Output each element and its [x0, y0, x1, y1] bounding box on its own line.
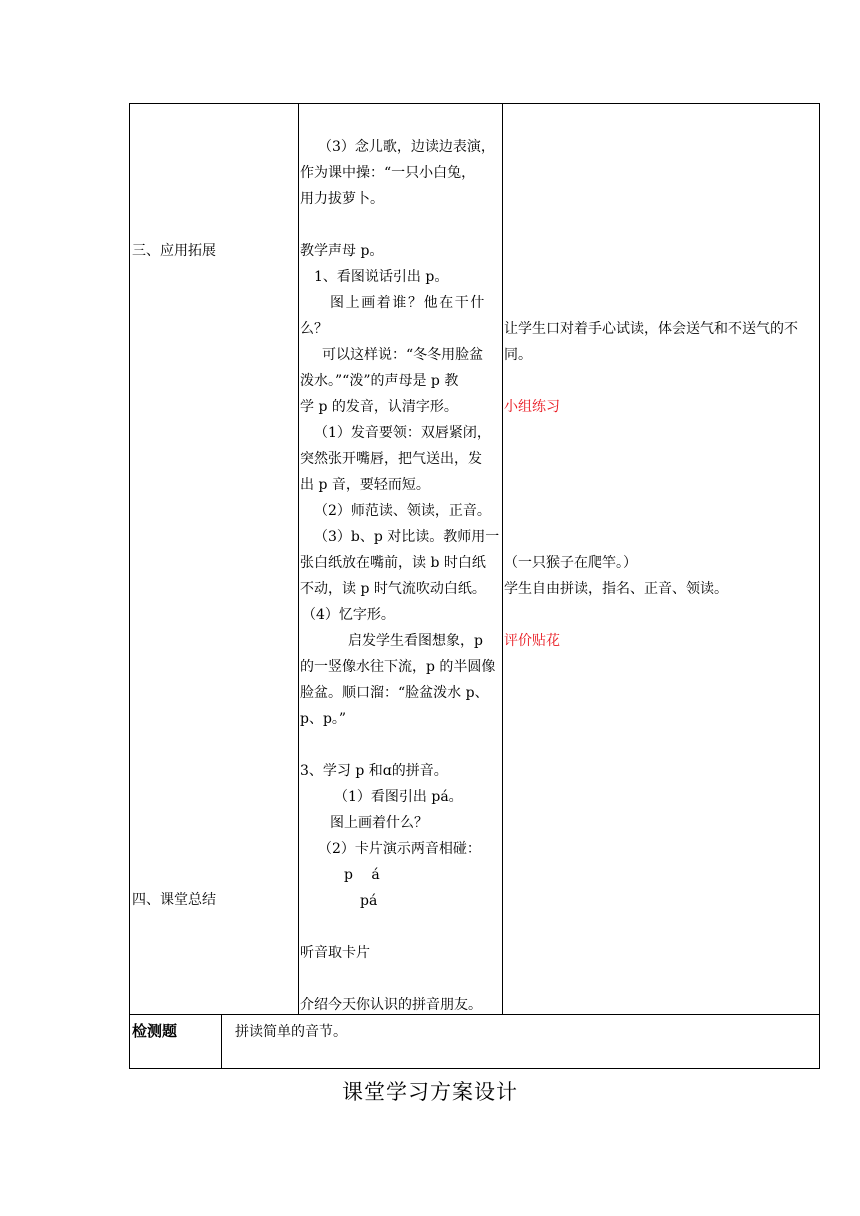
process-line: 介绍今天你认识的拼音朋友。 [300, 997, 482, 1013]
process-line: （2）卡片演示两音相碰： [318, 841, 481, 857]
process-line: 用力拔萝卜。 [300, 191, 384, 207]
process-line: （1）看图引出 pá。 [334, 789, 463, 805]
section-heading-apply: 三、应用拓展 [132, 243, 216, 259]
table-left-border [129, 103, 130, 1069]
process-line: （3）b、p 对比读。教师用一 [314, 529, 500, 545]
check-col-divider [221, 1014, 222, 1068]
process-line: 图上画着谁？他在干什 [330, 295, 486, 311]
process-line: （1）发音要领：双唇紧闭， [314, 425, 491, 441]
section-title: 课堂学习方案设计 [342, 1080, 518, 1104]
process-line: （4）忆字形。 [302, 607, 395, 623]
process-line: 不动，读 p 时气流吹动白纸。 [300, 581, 486, 597]
check-label: 检测题 [132, 1022, 178, 1040]
table-col-divider-1 [298, 103, 299, 1014]
table-col-divider-2 [502, 103, 503, 1014]
activity-note-highlight: 评价贴花 [504, 633, 560, 649]
process-line: 张白纸放在嘴前，读 b 时白纸 [300, 555, 486, 571]
activity-note: 让学生口对着手心试读，体会送气和不送气的不 [504, 321, 798, 337]
process-line: （2）师范读、领读，正音。 [314, 503, 491, 519]
process-line: 学 p 的发音，认清字形。 [300, 399, 458, 415]
process-line: pá [360, 893, 378, 909]
section-heading-summary: 四、课堂总结 [132, 892, 216, 908]
check-content: 拼读简单的音节。 [235, 1024, 347, 1040]
process-line: 突然张开嘴唇，把气送出，发 [300, 451, 482, 467]
process-line: 教学声母 p。 [300, 243, 384, 259]
table-right-border [819, 103, 820, 1069]
table-top-border [129, 103, 820, 104]
process-line: 泼水。”“泼”的声母是 p 教 [300, 373, 459, 389]
process-line: 听音取卡片 [300, 945, 370, 961]
activity-note: （一只猴子在爬竿。） [504, 555, 637, 571]
process-line: 启发学生看图想象，p [348, 633, 483, 649]
process-line: 可以这样说：“冬冬用脸盆 [322, 347, 484, 363]
process-line: （3）念儿歌，边读边表演， [318, 139, 495, 155]
process-line: p á [344, 867, 380, 883]
process-line: 1、看图说话引出 p。 [314, 269, 449, 285]
activity-note-highlight: 小组练习 [504, 399, 560, 415]
process-line: 的一竖像水往下流，p 的半圆像 [300, 659, 496, 675]
activity-note: 学生自由拼读，指名、正音、领读。 [504, 581, 728, 597]
process-line: 脸盆。顺口溜：“脸盆泼水 p、 [300, 685, 489, 701]
process-line: p、p。” [300, 711, 347, 727]
table-bottom-border [129, 1068, 820, 1069]
process-line: 作为课中操：“一只小白兔， [300, 165, 476, 181]
process-line: 出 p 音，要轻而短。 [300, 477, 430, 493]
process-line: 3、学习 p 和ɑ的拼音。 [300, 763, 448, 779]
activity-note: 同。 [504, 347, 532, 363]
process-line: 图上画着什么？ [330, 815, 428, 831]
process-line: 么？ [300, 321, 328, 337]
